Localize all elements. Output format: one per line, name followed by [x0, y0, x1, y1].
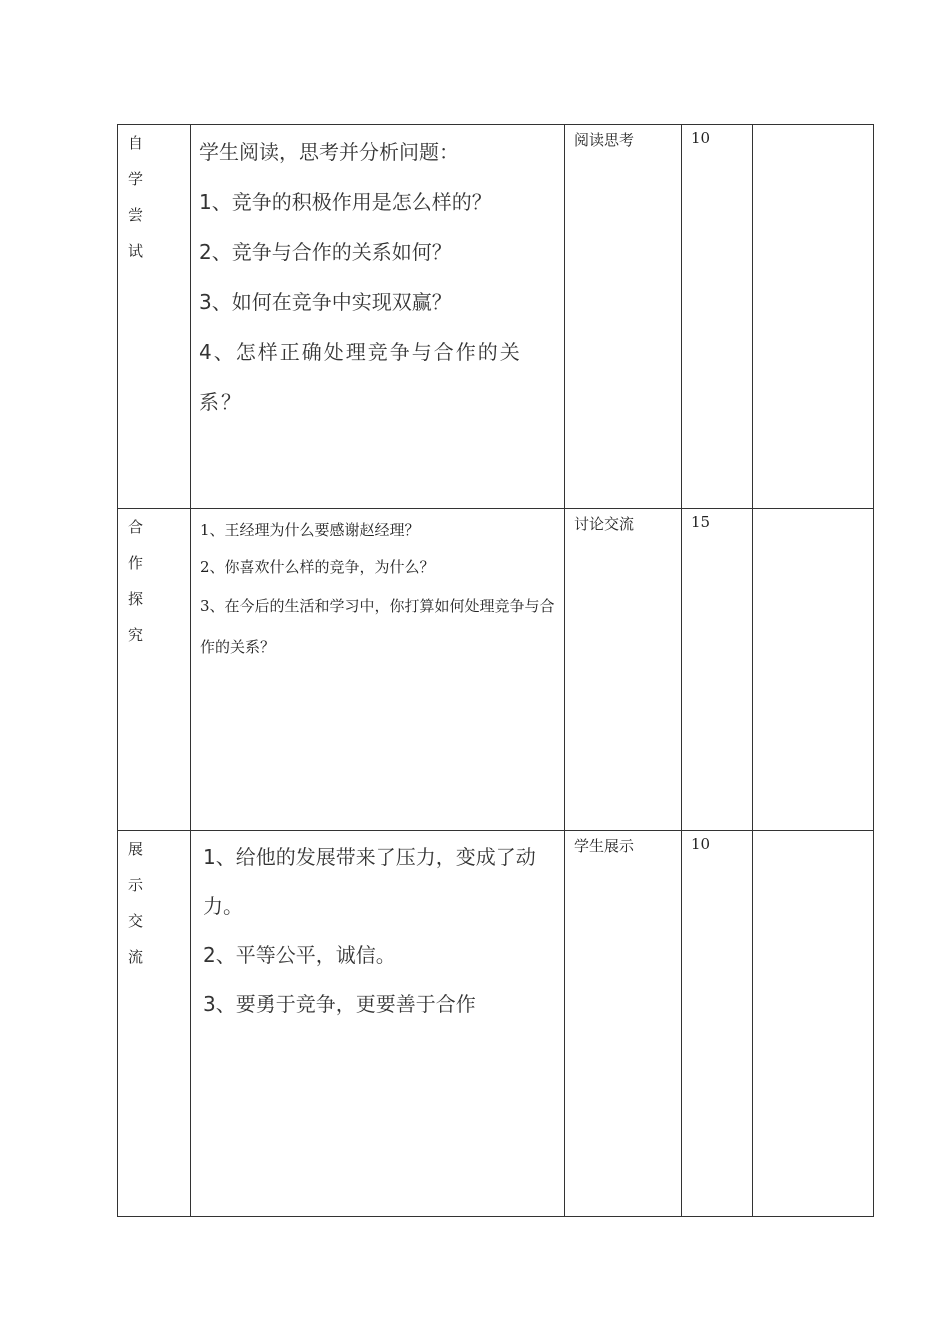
table-row [118, 509, 874, 831]
content-line: 3、要勇于竞争，更要善于合作 [203, 992, 476, 1016]
stage-char: 示 [128, 876, 144, 894]
content-line: 1、竞争的积极作用是怎么样的？ [199, 190, 492, 214]
content-line: 2、竞争与合作的关系如何？ [199, 240, 452, 264]
stage-char: 作 [128, 554, 144, 572]
content-line: 学生阅读，思考并分析问题： [199, 140, 459, 164]
stage-char: 流 [128, 948, 144, 966]
content-block [191, 831, 564, 1029]
activity-cell: 学生展示 [565, 831, 682, 1217]
content-block [191, 509, 564, 668]
stage-cell [118, 509, 191, 831]
content-line: 4、怎样正确处理竞争与合作的关系？ [199, 340, 522, 414]
stage-char: 自 [128, 134, 144, 152]
stage-char: 学 [128, 170, 144, 188]
content-cell [191, 509, 565, 831]
activity-cell: 阅读思考 [565, 125, 682, 509]
stage-char: 试 [128, 242, 144, 260]
content-cell [191, 125, 565, 509]
content-line: 3、如何在竞争中实现双赢？ [199, 290, 452, 314]
stage-char: 究 [128, 626, 144, 644]
table-row [118, 125, 874, 509]
content-block [191, 125, 564, 427]
lesson-plan-table [117, 124, 874, 1217]
stage-char: 尝 [128, 206, 144, 224]
stage-char: 展 [128, 840, 144, 858]
stage-char: 探 [128, 590, 144, 608]
content-line: 1、给他的发展带来了压力，变成了动力。 [203, 845, 536, 918]
stage-cell [118, 125, 191, 509]
blank-cell [753, 125, 874, 509]
blank-cell [753, 509, 874, 831]
minutes-cell: 10 [682, 125, 753, 509]
content-line: 3、在今后的生活和学习中，你打算如何处理竞争与合作的关系？ [200, 597, 555, 656]
minutes-cell: 15 [682, 509, 753, 831]
stage-char: 合 [128, 518, 144, 536]
blank-cell [753, 831, 874, 1217]
content-cell [191, 831, 565, 1217]
minutes-cell: 10 [682, 831, 753, 1217]
table-row [118, 831, 874, 1217]
content-line: 1、王经理为什么要感谢赵经理？ [200, 521, 420, 539]
stage-cell [118, 831, 191, 1217]
stage-char: 交 [128, 912, 144, 930]
content-line: 2、你喜欢什么样的竞争，为什么？ [200, 558, 435, 576]
activity-cell: 讨论交流 [565, 509, 682, 831]
content-line: 2、平等公平，诚信。 [203, 943, 396, 967]
